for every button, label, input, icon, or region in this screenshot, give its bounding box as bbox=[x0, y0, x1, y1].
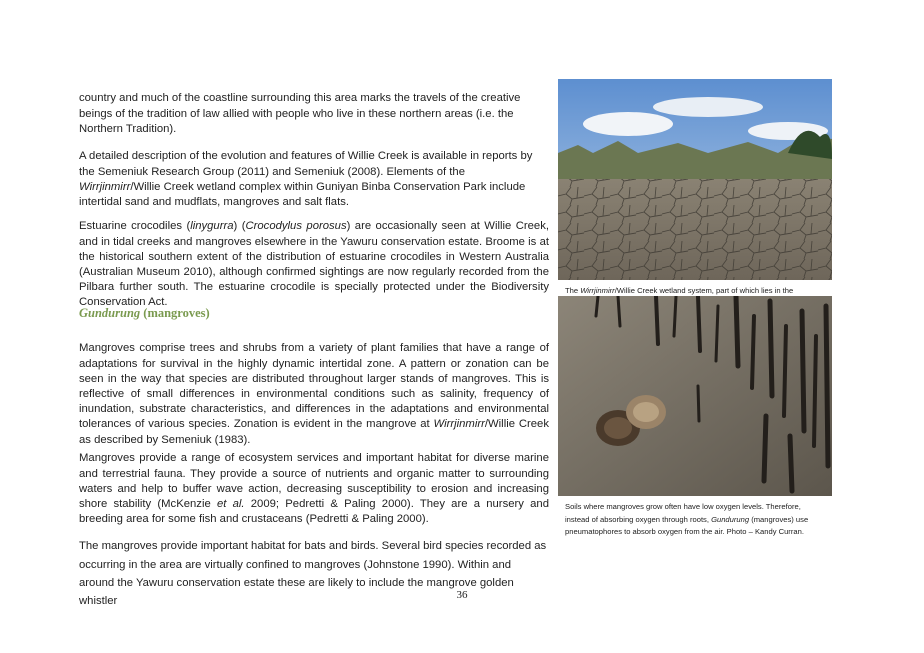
pneumatophores-photo-caption: Soils where mangroves grow often have low oxygen levels. Therefore, instead of absorbing oxygen through roots, Gundurung (mangroves) use pneumatophores to absorb oxygen from the air. Photo – Kandy Curran. bbox=[565, 502, 809, 537]
body-paragraph-mangrove-zonation: Mangroves comprise trees and shrubs from a variety of plant families that have a range of adaptations for survival in the highly dynamic intertidal zone. A pattern or zonation can be seen in the way that species are distributed throughout larger stands of mangroves. This is reflective of small differences in environmental conditions such as salinity, frequency of inundation, substrate characteristics, and differences in the adaptations and environmental tolerances of various species. Zonation is evident in the mangrove at Wirrjinmirr/Willie Creek as described by Semeniuk (1983). bbox=[79, 342, 549, 446]
section-heading-mangroves: Gundurung (mangroves) bbox=[79, 306, 210, 320]
wetland-photo-caption: The Wirrjinmirr/Willie Creek wetland system, part of which lies in the bbox=[565, 286, 794, 295]
body-paragraph-crocodiles: Estuarine crocodiles (linygurra) (Crocodylus porosus) are occasionally seen at Willie Creek, and in tidal creeks and mangroves elsewhere in the Yawuru conservation estate. Broome is at the historical southern extent of the distribution of estuarine crocodiles in Western Australia (Australian Museum 2010), although confirmed sightings are now regularly recorded from the Pilbara further south. The estuarine crocodile is specially protected under the Biodiversity Conservation Act. bbox=[79, 220, 549, 309]
wetland-photo bbox=[558, 79, 832, 280]
page-number: 36 bbox=[456, 589, 468, 601]
body-paragraph-birds: The mangroves provide important habitat for bats and birds. Several bird species recorded as occurring in the area are virtually confined to mangroves (Johnstone 1990). Within and around the Yawuru conservation estate these are likely to include the mangrove golden whistler bbox=[79, 540, 547, 608]
body-paragraph-ecosystem-services: Mangroves provide a range of ecosystem services and important habitat for diverse marine and terrestrial fauna. They provide a source of nutrients and organic matter to surrounding waters and help to buffer wave action, decreasing susceptibility to erosion and increasing shore stability (McKenzie et al. 2009; Pedretti & Paling 2000). They are a nursery and breeding area for some fish and crustaceans (Pedretti & Paling 2000). bbox=[79, 452, 549, 526]
body-paragraph-intro: country and much of the coastline surrounding this area marks the travels of the creative beings of the tradition of law allied with people who live in these northern areas (i.e. the Northern Tradition). bbox=[79, 92, 521, 135]
pneumatophores-photo bbox=[558, 296, 832, 496]
body-paragraph-willie-creek: A detailed description of the evolution and features of Willie Creek is available in reports by the Semeniuk Research Group (2011) and Semeniuk (2008). Elements of the Wirrjinmirr/Willie Creek wetland complex within Guniyan Binba Conservation Park include intertidal sand and mudflats, mangroves and salt flats. bbox=[79, 150, 533, 208]
